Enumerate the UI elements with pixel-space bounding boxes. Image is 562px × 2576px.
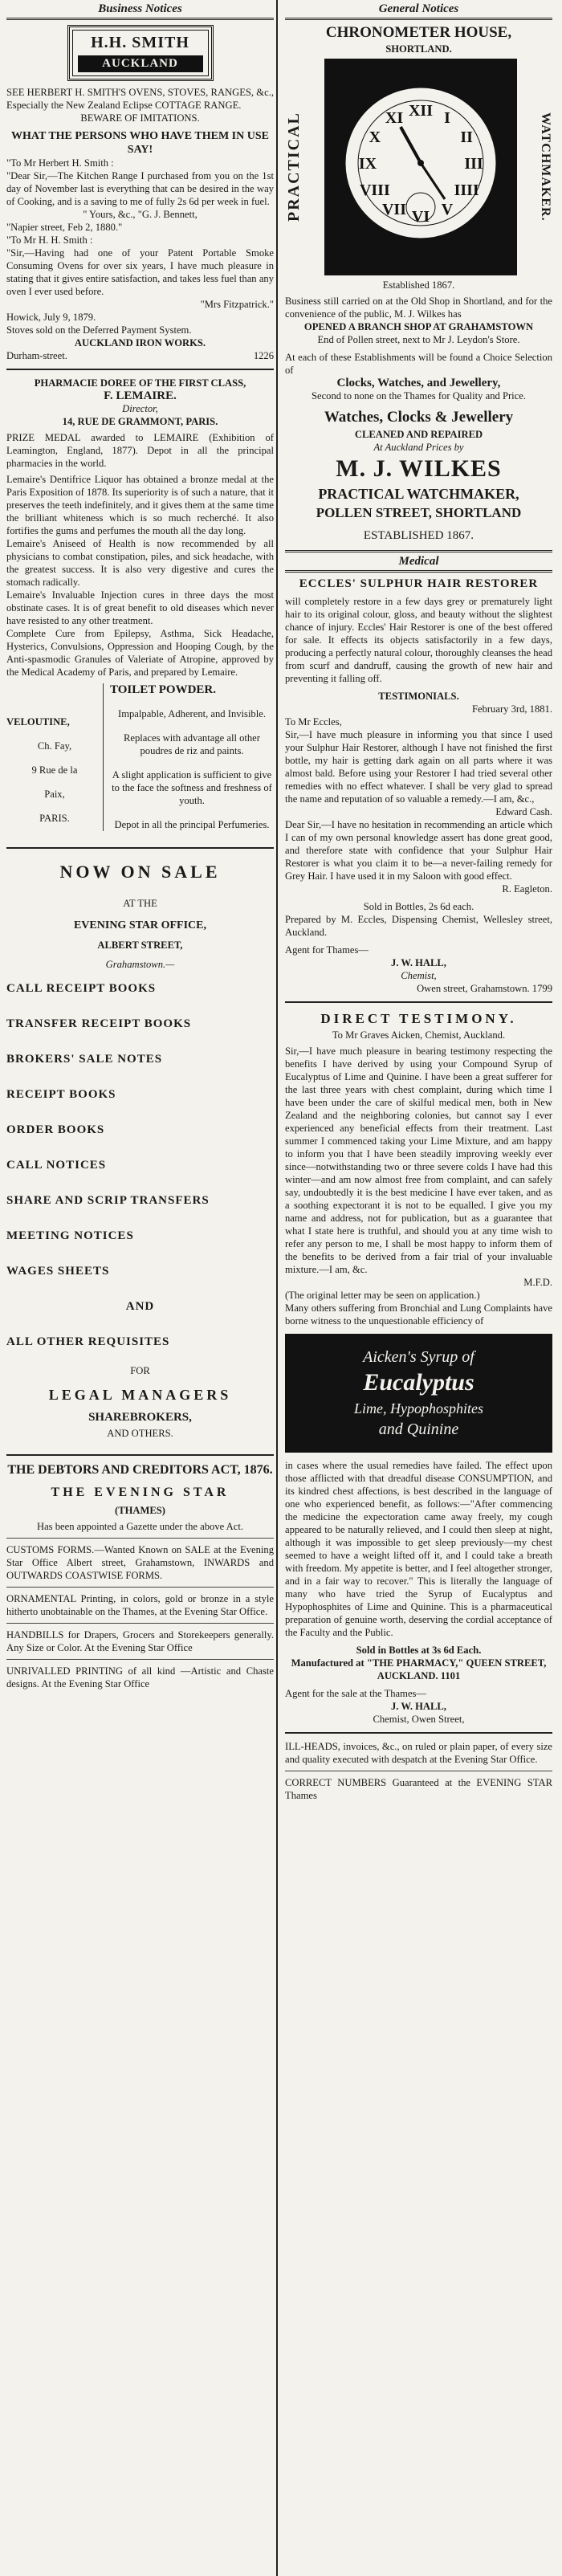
customs-advert: CUSTOMS FORMS.—Wanted Known on SALE at the Evening Star Office Albert street, Grahamstown, INWARDS and OUTWARDS COASTWISE FORMS. <box>6 1544 274 1581</box>
sale-town: Grahamstown.— <box>105 959 175 970</box>
sale-item: ORDER BOOKS <box>6 1123 105 1136</box>
eccles-advert <box>285 576 552 995</box>
direct-to: To Mr Graves Aicken, Chemist, Auckland. <box>332 1029 506 1041</box>
correct-numbers-advert: CORRECT NUMBERS Guaranteed at the EVENING STAR Thames <box>285 1777 552 1801</box>
smith-letter2: "Sir,—Having had one of your Patent Portable Smoke Consuming Ovens for over six years, I have much pleasure in stating that it gives entire satisfaction, and takes less fuel than any oven I ever used before. <box>6 247 274 297</box>
direct-many: Many others suffering from Bronchial and Lung Complaints have borne witness to the unquestionable efficiency of <box>285 1302 552 1327</box>
sale-legal: LEGAL MANAGERS <box>48 1387 232 1403</box>
banner-line-4: and Quinine <box>378 1420 459 1438</box>
toilet-powder-block <box>103 683 274 831</box>
clock-numeral: X <box>369 128 381 146</box>
handbills-advert: HANDBILLS for Drapers, Grocers and Storekeepers generally. Any Size or Color. At the Evening Star Office <box>6 1629 274 1653</box>
medical-header: Medical <box>285 550 552 573</box>
direct-original: (The original letter may be seen on application.) <box>285 1290 480 1301</box>
testimonial-1-sign: Edward Cash. <box>495 806 552 817</box>
chrono-est2: ESTABLISHED 1867. <box>363 529 474 542</box>
lemaire-p2: Lemaire's Aniseed of Health is now recommended by all physicians to combat constipation, piles, and sick headache, with the greatest success. It is also very digestive and cures the stomach radically. <box>6 538 274 588</box>
smith-beware: BEWARE OF IMITATIONS. <box>80 112 200 124</box>
eccles-sold: Sold in Bottles, 2s 6d each. <box>363 901 474 912</box>
sale-street: ALBERT STREET, <box>97 940 183 951</box>
unrivalled-advert: UNRIVALLED PRINTING of all kind —Artistic and Chaste designs. At the Evening Star Office <box>6 1665 274 1689</box>
clock-numeral: V <box>441 201 454 219</box>
chronometer-advert <box>285 23 552 542</box>
sign-name: H.H. SMITH <box>91 34 189 51</box>
chrono-p1: Business still carried on at the Old Shop in Shortland, and for the convenience of the public, M. J. Wilkes has <box>285 296 552 320</box>
chrono-branch: OPENED A BRANCH SHOP AT GRAHAMSTOWN <box>303 321 534 332</box>
direct-hall: J. W. HALL, <box>391 1701 446 1712</box>
testimonial-1: Sir,—I have much pleasure in informing you that since I used your Sulphur Hair Restorer, although I have not finished the first bottle, my hair is getting dark again on all parts where it was almost bald. Before using your Restorer I had tried several other remedies with no effect whatever. I shall be very glad to spread the name and reputation of so valuable a remedy.—I am, &c., <box>285 729 552 805</box>
smith-sign1: " Yours, &c., "G. J. Bennett, <box>83 209 198 220</box>
smith-sign2: "Mrs Fitzpatrick." <box>200 299 274 310</box>
direct-sign: M.F.D. <box>523 1277 552 1288</box>
illheads-advert: ILL-HEADS, invoices, &c., on ruled or plain paper, of every size and quality executed with despatch at the Evening Star Office. <box>285 1741 552 1765</box>
sale-item: BROKERS' SALE NOTES <box>6 1053 163 1066</box>
sale-item: ALL OTHER REQUISITES <box>6 1335 170 1348</box>
smith-letter1: "Dear Sir,—The Kitchen Range I purchased from you on the 1st day of November last is everything that can be desired in the way of Cooking, and is a saving to me of fully 2s 6d per week in fuel. <box>6 170 274 207</box>
right-column <box>285 0 552 1802</box>
smith-to1: "To Mr Herbert H. Smith : <box>6 157 114 169</box>
clock-numeral: XI <box>385 108 404 127</box>
chrono-title: CHRONOMETER HOUSE, <box>325 24 512 41</box>
divider <box>6 1623 274 1624</box>
direct-testimony-advert <box>285 1009 552 1726</box>
veloutine-block <box>6 683 103 831</box>
divider <box>285 1001 552 1003</box>
lemaire-address: 14, RUE DE GRAMMONT, PARIS. <box>62 416 218 427</box>
smith-works: AUCKLAND IRON WORKS. <box>74 337 206 348</box>
debtors-thames: (THAMES) <box>115 1505 165 1516</box>
general-notices-header: General Notices <box>285 0 552 20</box>
chrono-p2: End of Pollen street, next to Mr J. Leydon's Store. <box>317 334 520 345</box>
column-divider <box>276 0 278 2576</box>
smith-date2: Howick, July 9, 1879. <box>6 312 96 323</box>
divider <box>6 1538 274 1539</box>
clock-numeral: XII <box>408 102 434 120</box>
rue: 9 Rue de la <box>31 764 78 776</box>
debtors-advert <box>6 1462 274 1533</box>
fay: Ch. Fay, <box>37 740 72 752</box>
lemaire-title: PHARMACIE DOREE OF THE FIRST CLASS, <box>34 377 246 389</box>
clock-numeral: VIII <box>359 181 390 199</box>
debtors-star: THE EVENING STAR <box>51 1486 230 1499</box>
toilet-t3: A slight application is sufficient to give to the face the softness and freshness of youth. <box>112 769 272 806</box>
banner-line-3: Lime, Hypophosphites <box>354 1400 483 1416</box>
banner-line-1: Aicken's Syrup of <box>363 1348 474 1366</box>
chrono-place: SHORTLAND. <box>385 43 452 55</box>
aicken-syrup-banner <box>285 1334 552 1453</box>
lemaire-p3: Lemaire's Invaluable Injection cures in three days the most obstinate cases. It is of great benefit to old diseases which never have resisted to any other treatment. <box>6 589 274 626</box>
sale-title: NOW ON SALE <box>59 862 221 882</box>
chrono-established: Established 1867. <box>382 279 455 291</box>
toilet-t4: Depot in all the principal Perfumeries. <box>114 819 270 830</box>
sale-for: FOR <box>130 1365 150 1376</box>
smith-to2: "To Mr H. H. Smith : <box>6 234 93 246</box>
smith-intro: SEE HERBERT H. SMITH'S OVENS, STOVES, RANGES, &c., Especially the New Zealand Eclipse COTTAGE RANGE. <box>6 87 274 111</box>
direct-text: Sir,—I have much pleasure in bearing testimony respecting the benefits I have derived by using your Compound Syrup of Eucalyptus of Lime and Quinine. I have been a great sufferer for the last three years with chest complaint, during which time I have been under the care of skilful medical men, both in New Zealand and the neighboring colonies, but cannot say I ever experienced any beneficial effects from their treatment. Last summer I commenced taking your Lime Mixture, and am happy to inform you that I have been steadily improving weekly ever since—notwithstanding two or three severe colds I have had this winter—and am now almost free from complaint, and can safely say, undoubtedly it is the best medicine I have ever taken, and as a soothing expectorant it is not to be equalled. I give you my name and address, not for publication, but as a guarantee that what I state here is truthful, and should you at any time wish to refer any person to me, I shall be most happy to inform them of the benefits to be derived from a fair trial of your invaluable mixture.—I am, &c. <box>285 1045 552 1275</box>
sale-item: CALL RECEIPT BOOKS <box>6 982 157 995</box>
chrono-clocks: Clocks, Watches, and Jewellery, <box>336 377 501 389</box>
direct-chemist: Chemist, Owen Street, <box>373 1714 465 1725</box>
smith-date1: "Napier street, Feb 2, 1880." <box>6 222 123 233</box>
clock-numeral: II <box>460 128 473 146</box>
smith-sign-logo <box>67 25 214 81</box>
lemaire-p1: Lemaire's Dentifrice Liquor has obtained a bronze medal at the Paris Exposition of 1878. Its superiority is of such a nature, that it preserves the teeth indefinitely, and it gives them at the same time the brilliant whiteness which is so much recherché. It also fortifies the gums and perfumes the mouth all the day long. <box>6 474 274 536</box>
lemaire-p4: Complete Cure from Epilepsy, Asthma, Sick Headache, Hysterics, Convulsions, Oppression and Hooping Cough, by the Anti-spasmodic Granules of Valeriate of Atropine, approved by the Medical Academy of Paris, and prepared by Lemaire. <box>6 628 274 678</box>
divider <box>6 1659 274 1660</box>
smith-ad-number: 1226 <box>253 350 274 361</box>
sale-item: CALL NOTICES <box>6 1159 107 1172</box>
clock-numeral: IX <box>358 155 377 173</box>
debtors-text: Has been appointed a Gazette under the above Act. <box>36 1521 243 1532</box>
clock-numeral: VI <box>411 208 430 226</box>
eccles-owen: Owen street, Grahamstown. 1799 <box>417 983 552 994</box>
chrono-wilkes: M. J. WILKES <box>336 455 502 482</box>
smith-headline: WHAT THE PERSONS WHO HAVE THEM IN USE SAY! <box>11 130 269 156</box>
sale-item: TRANSFER RECEIPT BOOKS <box>6 1017 192 1030</box>
chrono-prices: At Auckland Prices by <box>373 442 464 453</box>
eccles-text: will completely restore in a few days grey or prematurely light hair to its original colour, gloss, and beauty without the slightest chance of injury. Eccles' Hair Restorer is one of the best offered for sale. It effects its objects satisfactorily in a few days, producing a perfectly natural colour, thoroughly cleanses the head from scurf and dandruff, causing the growth of new hair and preventing it falling off. <box>285 596 552 684</box>
sign-place: AUCKLAND <box>78 55 203 72</box>
sale-items-list <box>6 971 274 1359</box>
eccles-hall: J. W. HALL, <box>391 957 446 968</box>
sale-item: MEETING NOTICES <box>6 1229 134 1242</box>
smith-street: Durham-street. <box>6 350 67 361</box>
sale-brokers: SHAREBROKERS, <box>88 1411 192 1424</box>
sale-item: RECEIPT BOOKS <box>6 1088 116 1101</box>
divider <box>6 847 274 849</box>
clock-numeral: IIII <box>454 181 479 199</box>
divider <box>6 369 274 370</box>
lemaire-name: F. LEMAIRE. <box>104 389 177 402</box>
sale-item: SHARE AND SCRIP TRANSFERS <box>6 1194 210 1207</box>
toilet-t2: Replaces with advantage all other poudres de riz and paints. <box>124 732 260 756</box>
direct-agent: Agent for the sale at the Thames— <box>285 1688 427 1699</box>
chrono-p3: At each of these Establishments will be found a Choice Selection of <box>285 352 552 376</box>
direct-sold: Sold in Bottles at 3s 6d Each. <box>356 1645 482 1656</box>
smith-terms: Stoves sold on the Deferred Payment System. <box>6 324 192 336</box>
side-label-practical: PRACTICAL <box>285 112 303 222</box>
testimonial-date: February 3rd, 1881. <box>471 703 552 715</box>
smith-advert <box>6 25 274 362</box>
side-label-watchmaker: WATCHMAKER. <box>539 112 552 222</box>
sale-item: AND <box>125 1300 155 1313</box>
direct-after: in cases where the usual remedies have failed. The effect upon those afflicted with that dreadful disease CONSUMPTION, and its kindred chest affections, is best described in the language of one who experienced benefit, as follows:—"After commencing the medicine the expectoration came away freely, my cough appeared to be naturally relieved, and I could then sleep at night, although it was impossible to get sleep previously—my chest seemed to have a weight lifted off it, and I could take a breath with freedom. My appetite is better, and I feel altogether stronger, and in a fair way to recover." This is literally the language of many who have tried the Syrup of Eucalyptus and Hypophosphites of Lime and Quinine. This is a pharmaceutical preparation of genuine worth, deserving the cordial acceptance of the Faculty and the Public. <box>285 1460 552 1638</box>
chrono-cleaned: CLEANED AND REPAIRED <box>354 429 483 440</box>
eccles-chemist: Chemist, <box>401 970 437 981</box>
sale-at: AT THE <box>123 898 157 909</box>
chrono-practical: PRACTICAL WATCHMAKER, <box>318 486 519 502</box>
lemaire-advert <box>6 377 274 831</box>
paix: Paix, <box>44 789 65 800</box>
divider <box>6 1587 274 1588</box>
chrono-pollen: POLLEN STREET, SHORTLAND <box>316 505 522 520</box>
left-column <box>6 0 274 1690</box>
sale-office: EVENING STAR OFFICE, <box>73 919 207 931</box>
eccles-title: ECCLES' SULPHUR HAIR RESTORER <box>299 577 539 590</box>
sale-others: AND OTHERS. <box>107 1428 173 1439</box>
veloutine: VELOUTINE, <box>6 716 70 728</box>
divider <box>285 1732 552 1734</box>
toilet-title: TOILET POWDER. <box>110 683 216 696</box>
eccles-prepared: Prepared by M. Eccles, Dispensing Chemist, Wellesley street, Auckland. <box>285 914 552 938</box>
toilet-t1: Impalpable, Adherent, and Invisible. <box>118 708 266 719</box>
sale-item: WAGES SHEETS <box>6 1265 110 1278</box>
eccles-agent: Agent for Thames— <box>285 944 369 956</box>
debtors-title: THE DEBTORS AND CREDITORS ACT, 1876. <box>7 1463 273 1477</box>
lemaire-director: Director, <box>122 403 158 414</box>
divider <box>6 1454 274 1456</box>
clock-face-illustration <box>324 59 517 275</box>
testimonial-2-sign: R. Eagleton. <box>502 883 552 895</box>
clock-numeral: VII <box>381 201 407 219</box>
direct-title: DIRECT TESTIMONY. <box>320 1011 517 1026</box>
chrono-p4: Second to none on the Thames for Quality and Price. <box>312 390 526 401</box>
ornamental-advert: ORNAMENTAL Printing, in colors, gold or bronze in a style hitherto unobtainable on the Thames, at the Evening Star Office. <box>6 1593 274 1617</box>
banner-line-2: Eucalyptus <box>363 1369 474 1396</box>
clock-numeral: III <box>464 155 483 173</box>
paris: PARIS. <box>39 813 70 824</box>
testimonial-2: Dear Sir,—I have no hesitation in recommending an article which I can of my own personal knowledge assert has done great good, and therefore state with confidence that your Sulphur Hair Restorer is what you claim it to be—a never-failing remedy for Grey Hair. I have used it in my Saloon with good effect. <box>285 819 552 882</box>
now-on-sale-advert <box>6 860 274 1440</box>
clock-numeral: I <box>444 108 450 127</box>
testimonials-title: TESTIMONIALS. <box>378 691 459 702</box>
direct-manufactured: Manufactured at "THE PHARMACY," QUEEN STREET, AUCKLAND. 1101 <box>291 1657 547 1681</box>
business-notices-header: Business Notices <box>6 0 274 20</box>
chrono-watches: Watches, Clocks & Jewellery <box>324 409 514 426</box>
lemaire-prize: PRIZE MEDAL awarded to LEMAIRE (Exhibition of Leamington, England, 1877). Depot in all the principal pharmacies in the world. <box>6 432 274 469</box>
testimonial-to: To Mr Eccles, <box>285 716 342 728</box>
